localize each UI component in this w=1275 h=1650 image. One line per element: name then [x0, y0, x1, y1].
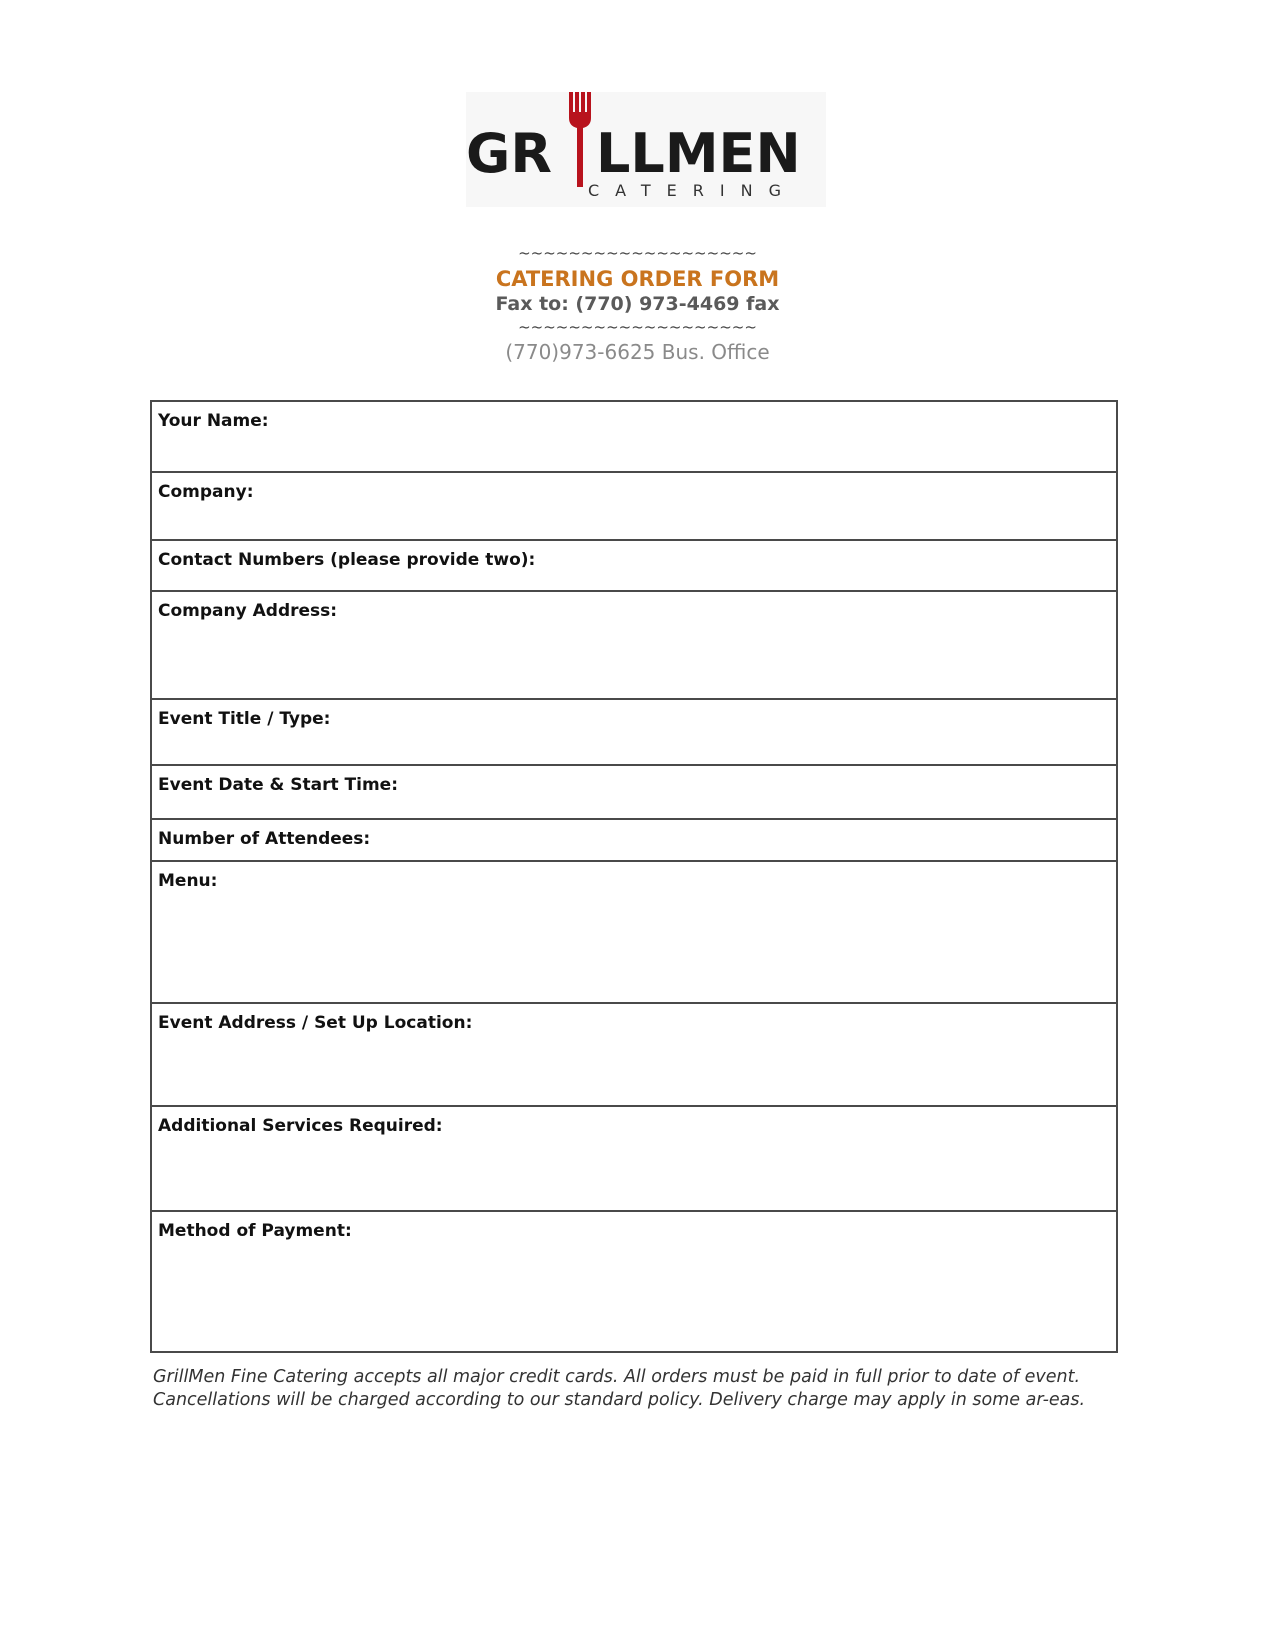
form-title: CATERING ORDER FORM: [495, 267, 780, 291]
fax-number: Fax to: (770) 973-4469 fax: [495, 293, 780, 315]
field-event-title[interactable]: [152, 700, 1116, 766]
field-label: Event Address / Set Up Location:: [158, 1013, 473, 1033]
field-label: Your Name:: [158, 411, 269, 431]
order-form-table: [150, 400, 1118, 1353]
grillmen-logo-graphic: [466, 92, 826, 207]
logo-subtext: CATERING: [588, 181, 797, 200]
field-contact-numbers[interactable]: [152, 541, 1116, 592]
fork-icon: [569, 92, 591, 187]
logo-text-left: GR: [466, 122, 552, 185]
field-label: Event Date & Start Time:: [158, 775, 399, 795]
field-label: Company:: [158, 482, 254, 502]
field-event-address[interactable]: [152, 1004, 1116, 1107]
field-method-of-payment[interactable]: [152, 1212, 1116, 1351]
field-your-name[interactable]: [152, 402, 1116, 473]
business-phone: (770)973-6625 Bus. Office: [505, 340, 770, 364]
header-divider-top: ~~~~~~~~~~~~~~~~~~~: [518, 244, 757, 262]
payment-policy-note: GrillMen Fine Catering accepts all major credit cards. All orders must be paid in full prior to date of event. Cancellations will be charged according to our standard policy. Delivery charge may apply in some ar-eas.: [153, 1367, 1086, 1410]
field-event-date-time[interactable]: [152, 766, 1116, 820]
field-label: Contact Numbers (please provide two):: [158, 550, 536, 570]
field-label: Menu:: [158, 871, 218, 891]
field-number-of-attendees[interactable]: [152, 820, 1116, 862]
company-logo: [466, 92, 826, 207]
field-company[interactable]: [152, 473, 1116, 541]
field-additional-services[interactable]: [152, 1107, 1116, 1212]
field-label: Method of Payment:: [158, 1221, 352, 1241]
field-company-address[interactable]: [152, 592, 1116, 700]
logo-text-right: LLMEN: [596, 122, 801, 185]
header-divider-bottom: ~~~~~~~~~~~~~~~~~~~: [518, 318, 757, 336]
field-menu[interactable]: [152, 862, 1116, 1004]
field-label: Company Address:: [158, 601, 338, 621]
field-label: Number of Attendees:: [158, 829, 371, 849]
field-label: Additional Services Required:: [158, 1116, 443, 1136]
field-label: Event Title / Type:: [158, 709, 331, 729]
